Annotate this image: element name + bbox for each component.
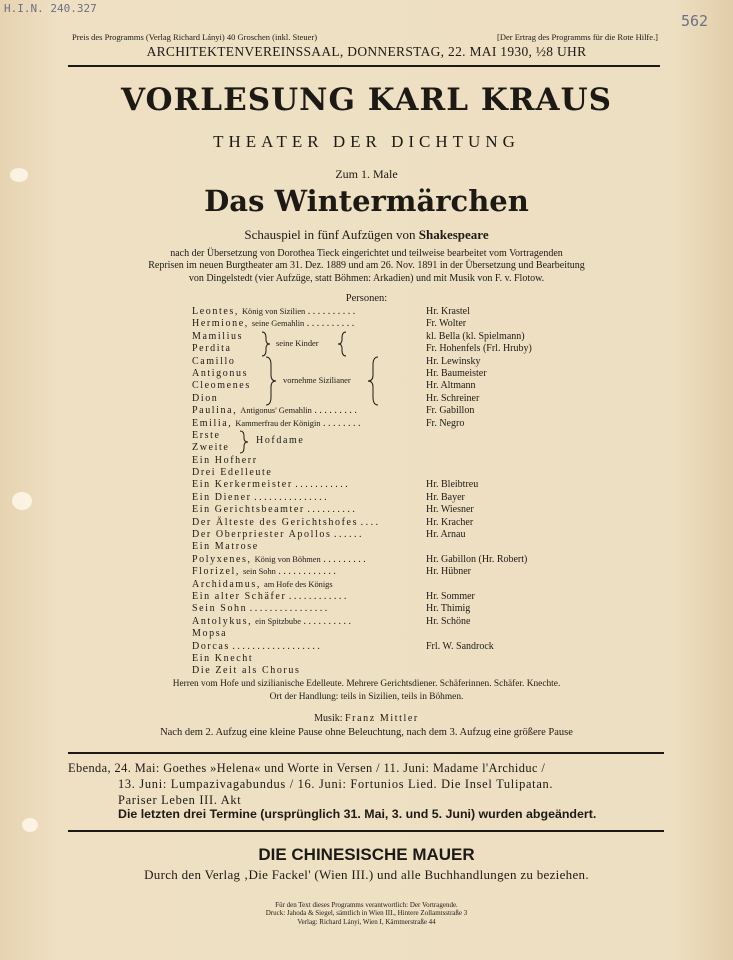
series-title: THEATER DER DICHTUNG — [213, 132, 520, 151]
proceeds-note: [Der Ertrag des Programms für die Rote Hilfe.] — [497, 32, 658, 42]
upcoming-rule-top — [68, 752, 664, 754]
play-title: Das Wintermärchen — [204, 184, 529, 218]
leader-dots: . . . . . . . . . — [320, 553, 366, 565]
leader-dots: . . . . . . . . . . — [301, 615, 351, 627]
price-note: Preis des Programms (Verlag Richard Lányi) 40 Groschen (inkl. Steuer) — [72, 32, 318, 42]
character-name: Antigonus — [192, 367, 249, 379]
leader-dots: . . . . — [358, 516, 379, 528]
leader-dots: . . . . . . . . — [320, 417, 361, 429]
character-name: Camillo — [192, 355, 236, 367]
leader-dots: . . . . . . — [331, 529, 362, 541]
page-number: 562 — [681, 12, 709, 30]
author-name: Shakespeare — [418, 227, 489, 242]
character-name: Ein Kerkermeister — [192, 479, 293, 491]
character-name: Leontes, — [192, 306, 239, 317]
character-name: Mamilius — [192, 330, 244, 342]
subtitle-text: Schauspiel in fünf Aufzügen von — [244, 227, 419, 242]
actor-name: Hr. Bleibtreu — [426, 479, 479, 491]
actor-name: Hr. Altmann — [426, 380, 476, 392]
translation-line: nach der Übersetzung von Dorothea Tieck eingerichtet und teilweise bearbeitet vom Vortragenden — [170, 248, 563, 259]
leader-dots: . . . . . . . . . . — [304, 504, 355, 516]
actor-name: Hr. Arnau — [426, 529, 466, 541]
leader-dots: . . . . . . . . . . . — [292, 479, 348, 491]
children-label: seine Kinder — [276, 339, 319, 348]
actor-name: Hr. Baumeister — [426, 367, 487, 379]
actor-name: Hr. Gabillon (Hr. Robert) — [426, 553, 528, 565]
character-role: Antigonus' Gemahlin — [240, 406, 312, 416]
imprint-line: Verlag: Richard Lányi, Wien I, Kärntnerstraße 44 — [297, 917, 436, 926]
character-name: Erste — [192, 429, 221, 441]
imprint — [0, 901, 733, 926]
character-name: Polyxenes, — [192, 553, 252, 565]
character-name: Dorcas — [192, 640, 230, 652]
main-title: VORLESUNG KARL KRAUS — [121, 82, 612, 118]
character-name: Ein Matrose — [192, 541, 259, 553]
advert-title: DIE CHINESISCHE MAUER — [258, 845, 475, 864]
character-name: Ein Hofherr — [192, 454, 258, 466]
character-name: Der Oberpriester Apollos — [192, 529, 332, 541]
upcoming-line-1: Ebenda, 24. Mai: Goethes »Helena« und Worte in Versen / 11. Juni: Madame l'Archiduc / — [68, 761, 546, 775]
cast-heading: Personen: — [345, 293, 388, 304]
nobles-label: vornehme Sizilianer — [283, 376, 351, 385]
leader-dots: . . . . . . . . . . . . . . . — [251, 491, 327, 503]
upcoming-rule-bottom — [68, 830, 664, 832]
actor-name: Fr. Wolter — [426, 318, 467, 330]
character-name: Die Zeit als Chorus — [192, 665, 301, 677]
music-label: Musik: — [314, 713, 343, 724]
character-name: Ein alter Schäfer — [192, 590, 287, 602]
character-name: Ein Gerichtsbeamter — [192, 504, 305, 516]
actor-name: Hr. Hübner — [426, 566, 471, 578]
actor-name: Hr. Kracher — [426, 516, 474, 528]
leader-dots: . . . . . . . . . . . . — [286, 590, 347, 602]
character-name: Archidamus, — [192, 578, 261, 590]
actor-name: Hr. Schreiner — [426, 392, 480, 404]
leader-dots: . . . . . . . . . . . . — [275, 566, 336, 578]
character-name: Ein Knecht — [192, 652, 254, 664]
upcoming-line-2: 13. Juni: Lumpazivagabundus / 16. Juni: Fortunios Lied. Die Insel Tulipatan. — [118, 777, 554, 791]
character-name: Hermione, — [192, 318, 249, 330]
character-name: Sein Sohn — [192, 603, 248, 615]
character-name: Ein Diener — [192, 491, 252, 503]
leader-dots: . . . . . . . . . . . . . . . . — [247, 603, 328, 615]
setting-note: Ort der Handlung: teils in Sizilien, teils in Böhmen. — [269, 692, 464, 702]
leader-dots: . . . . . . . . . . . . . . . . . . — [229, 640, 320, 652]
leader-dots: . . . . . . . . . . — [305, 306, 356, 317]
extras-note: Herren vom Hofe und sizilianische Edelleute. Mehrere Gerichtsdiener. Schäferinnen. Schäfer. Knechte. — [172, 679, 561, 689]
actor-name: Hr. Sommer — [426, 590, 475, 602]
actor-name: Hr. Bayer — [426, 491, 465, 503]
actor-name: Hr. Thimig — [426, 603, 471, 615]
character-name: Antolykus, — [192, 615, 253, 627]
character-name: Der Älteste des Gerichtshofes — [192, 516, 359, 528]
actor-name: Fr. Hohenfels (Frl. Hruby) — [426, 343, 532, 355]
character-role: König von Sizilien — [241, 307, 306, 316]
character-name: Cleomenes — [192, 380, 251, 392]
imprint-line: Druck: Jahoda & Siegel, sämtlich in Wien III., Hintere Zollamtsstraße 3 — [265, 909, 468, 918]
character-name: Perdita — [192, 343, 232, 355]
character-role: ein Spitzbube — [255, 616, 301, 626]
music-composer: Franz Mittler — [345, 713, 419, 724]
translation-line: von Dingelstedt (vier Aufzüge, statt Böhmen: Arkadien) und mit Musik von F. v. Flotow. — [188, 272, 545, 284]
character-name: Paulina, — [192, 405, 238, 417]
advert-text: Durch den Verlag ‚Die Fackel' (Wien III.) und alle Buchhandlungen zu beziehen. — [144, 867, 589, 882]
leader-dots: . . . . . . . . . — [311, 405, 357, 417]
actor-name: Hr. Krastel — [426, 306, 470, 317]
actor-name: Fr. Negro — [426, 417, 465, 429]
character-name: Drei Edelleute — [192, 467, 273, 479]
character-role: seine Gemahlin — [251, 319, 305, 329]
first-time-note: Zum 1. Male — [335, 167, 398, 181]
actor-name: Frl. W. Sandrock — [426, 640, 494, 652]
pause-note: Nach dem 2. Aufzug eine kleine Pause ohne Beleuchtung, nach dem 3. Aufzug eine größere Pause — [160, 727, 573, 738]
character-role: am Hofe des Königs — [263, 579, 333, 589]
upcoming-line-3: Pariser Leben III. Akt — [118, 793, 242, 807]
actor-name: Hr. Schöne — [426, 615, 471, 627]
character-name: Dion — [192, 392, 219, 404]
character-name: Mopsa — [192, 628, 228, 640]
character-name: Florizel, — [192, 566, 241, 578]
leader-dots: . . . . . . . . . . — [304, 318, 355, 330]
actor-name: kl. Bella (kl. Spielmann) — [426, 330, 525, 342]
imprint-line: Für den Text dieses Programms verantwortlich: Der Vortragende. — [275, 901, 458, 909]
changed-dates-note: Die letzten drei Termine (ursprünglich 31. Mai, 3. und 5. Juni) wurden abgeändert. — [118, 807, 597, 821]
character-name: Emilia, — [192, 417, 233, 429]
translation-line: Reprisen im neuen Burgtheater am 31. Dez. 1889 und am 26. Nov. 1891 in der Übersetzung und Bearbeitung — [148, 260, 585, 272]
actor-name: Hr. Wiesner — [426, 504, 474, 516]
archive-number: H.I.N. 240.327 — [4, 2, 97, 15]
character-role: Kammerfrau der Königin — [235, 418, 321, 428]
actor-name: Hr. Lewinsky — [426, 355, 481, 367]
music-credit — [0, 713, 733, 724]
character-role: sein Sohn — [243, 567, 276, 577]
actor-name: Fr. Gabillon — [426, 405, 475, 417]
character-name: Zweite — [192, 442, 230, 454]
venue-line: ARCHITEKTENVEREINSSAAL, DONNERSTAG, 22. MAI 1930, ½8 UHR — [146, 44, 587, 59]
character-role: König von Böhmen — [254, 554, 321, 564]
ladies-label: Hofdame — [256, 435, 305, 446]
